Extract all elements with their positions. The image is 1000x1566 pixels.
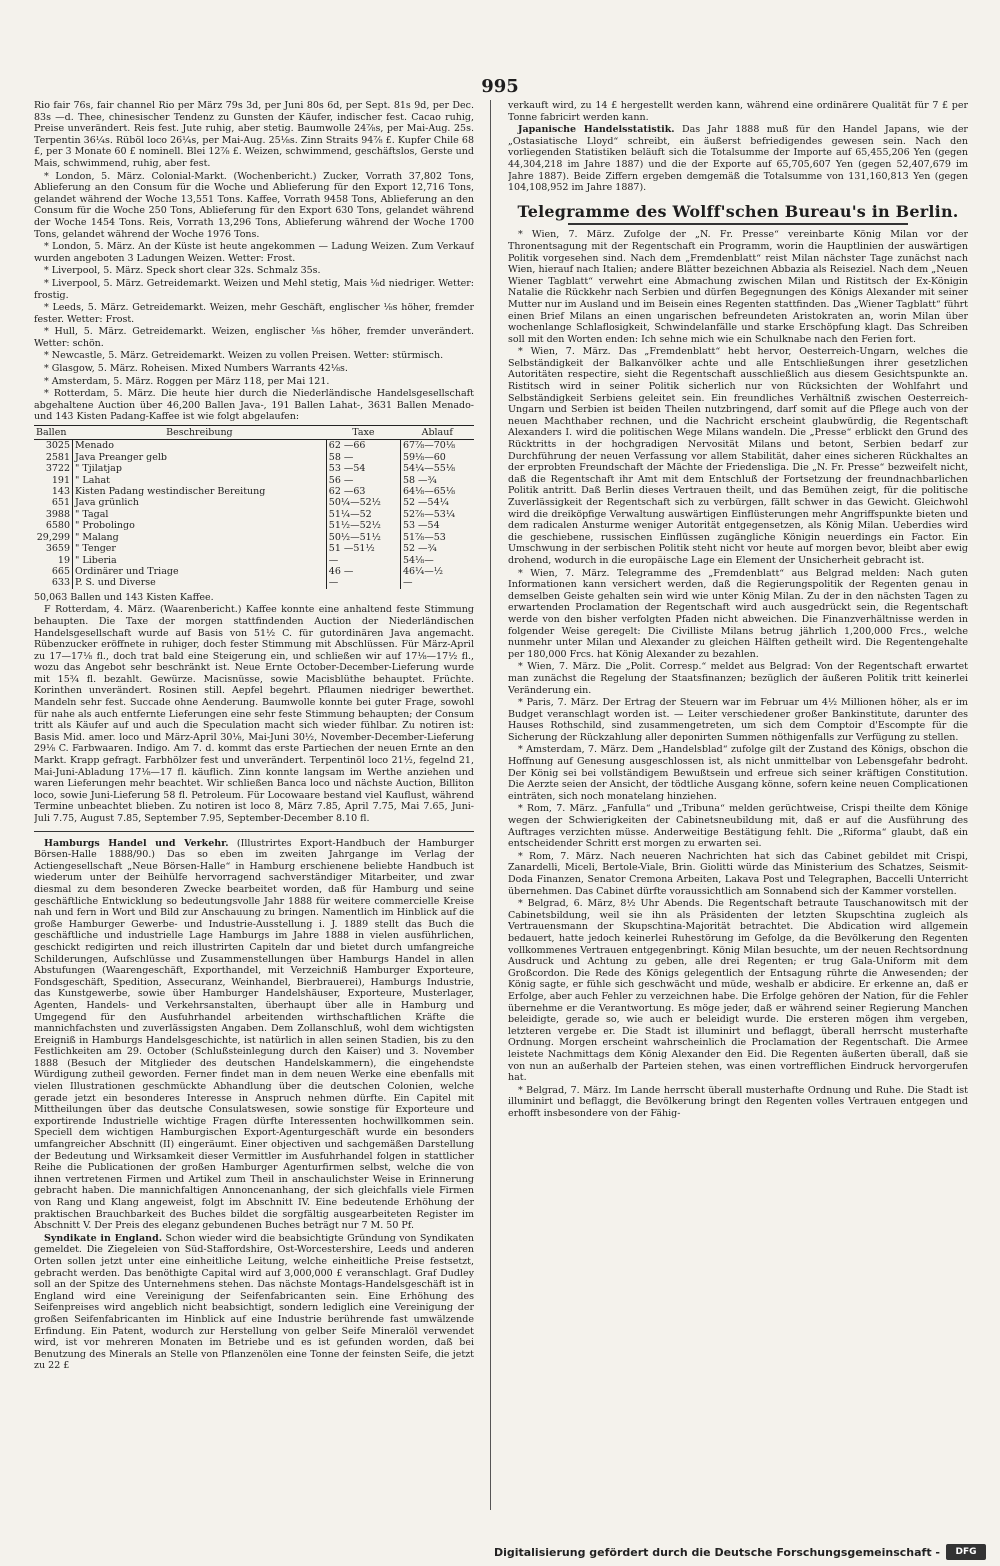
table-header-row xyxy=(34,426,474,440)
table-row xyxy=(34,566,474,577)
article-text: * London, 5. März. An der Küste ist heute angekommen — Ladung Weizen. Zum Verkauf wurden angeboten 3 Ladungen Weizen. Wetter: Frost. xyxy=(34,241,474,264)
table-cell: — xyxy=(326,577,400,588)
table-cell: 67⅞—70⅛ xyxy=(400,440,474,452)
article-text: * Glasgow, 5. März. Roheisen. Mixed Numbers Warrants 42⅛s. xyxy=(44,363,348,375)
table-cell: " Liberia xyxy=(75,554,117,566)
telegram: * Belgrad, 7. März. Im Lande herrscht überall musterhafte Ordnung und Ruhe. Die Stadt ist illuminirt und beflaggt, die Bevölkerung bringt den Regenten volles Vertrauen entgegen und erhofft insbesondere von der Fähig- xyxy=(508,1084,968,1119)
article-text: * Leeds, 5. März. Getreidemarkt. Weizen, mehr Geschäft, englischer ⅛s höher, fremder fester. Wetter: Frost. xyxy=(34,302,474,325)
table-row xyxy=(34,543,474,554)
table-row xyxy=(34,497,474,508)
article-text: verkauft wird, zu 14 £ hergestellt werden kann, während eine ordinärere Qualität für 7 £ per Tonne fabricirt werden kann. xyxy=(508,100,968,123)
article-text: * Amsterdam, 5. März. Roggen per März 118, per Mai 121. xyxy=(44,375,330,387)
table-cell: Java grünlich xyxy=(75,497,139,509)
auction-table xyxy=(34,425,474,589)
table-cell: 58 — xyxy=(326,452,400,463)
table-cell: " Lahat xyxy=(75,474,110,486)
table-row xyxy=(34,463,474,474)
table-cell: 46 — xyxy=(326,566,400,577)
article-text: Schon wieder wird die beabsichtigte Gründung von Syndikaten gemeldet. Die Ziegeleien von Süd-Staffordshire, Ost-Worcestershire, Leeds und anderen Orten sollen jetzt unter eine einheitliche Leitung, welche einheitliche Preise festsetzt, gebracht werden. Das benöthigte Capital wird auf 3,000,000 £ veranschlagt. Graf Dudley soll an der Spitze des Unternehmens stehen. Das nächste Montags-Handelsgeschäft ist in England wird eine Vereinigung der Seifenfabricanten sein. Eine Erhöhung des Seifenpreises wird angeblich nicht beabsichtigt, sondern lediglich eine Vereinigung der großen Seifenfabricanten im Hinblick auf eine Industrie berührende fast umwälzende Erfindung. Ein Patent, wodurch zur Herstellung von gelber Seife Mineralöl verwendet wird, ist vor mehreren Monaten im Betriebe und es ist gefunden worden, daß bei Benutzung des Minerals an Stelle von Pflanzenölen eine Tonne der feinsten Seife, die jetzt zu 22 £ xyxy=(34,1232,474,1372)
table-cell: 51⅞—53 xyxy=(400,532,474,543)
table-cell: 3025 xyxy=(34,440,73,452)
table-row xyxy=(34,440,474,452)
table-cell: 3988 xyxy=(34,509,73,520)
table-header: Ballen xyxy=(34,426,73,440)
table-cell: Menado xyxy=(75,440,114,452)
table-cell: P. S. und Diverse xyxy=(75,577,156,589)
table-cell: 54¼—55⅛ xyxy=(400,463,474,474)
article-text: * Liverpool, 5. März. Getreidemarkt. Weizen und Mehl stetig, Mais ⅛d niedriger. Wetter: frostig. xyxy=(34,277,474,301)
table-cell: 52⅞—53¼ xyxy=(400,509,474,520)
telegram: * Rom, 7. März. „Fanfulla“ und „Tribuna“ melden gerüchtweise, Crispi theilte dem Könige wegen der Schwierigkeiten der Cabinetsneubildung mit, daß er auf die Ausführung des Auftrages verzichten müsse. Anderweitige Bestätigung fehlt. Die „Riforma“ glaubt, daß ein entscheidender Schritt erst morgen zu erwarten sei. xyxy=(508,803,968,850)
table-cell: 53 —54 xyxy=(400,520,474,531)
table-cell: 50¼—52½ xyxy=(326,497,400,508)
article xyxy=(508,124,968,194)
telegram: * Wien, 7. März. Die „Polit. Corresp.“ meldet aus Belgrad: Von der Regentschaft erwartet man zunächst die Regelung der Staatsfinanzen; bezüglich der äußeren Politik tritt keinerlei Veränderung ein. xyxy=(508,661,968,696)
table-cell: " Tenger xyxy=(75,543,116,555)
table-cell: 29,299 xyxy=(34,532,73,543)
article-text: Das Jahr 1888 muß für den Handel Japans, wie der „Ostasiatische Lloyd“ schreibt, ein äußerst befriedigendes gewesen sein. Nach den vorliegenden Statistiken beläuft sich die Totalsumme der Importe auf 65,455,206 Yen (gegen 44,304,218 im Jahre 1887) und die der Exporte auf 65,705,607 Yen (gegen 52,407,679 im Jahre 1887). Beide Ziffern ergeben demgemäß die Totalsumme von 131,160,813 Yen (gegen 104,108,952 im Jahre 1887). xyxy=(508,124,968,194)
telegram: * Amsterdam, 7. März. Dem „Handelsblad“ zufolge gilt der Zustand des Königs, obschon die Hoffnung auf Genesung ausgeschlossen ist, als nicht unmittelbar von Lebensgefahr bedroht. Der König sei bei vollständigem Bewußtsein und erfreue sich seiner kräftigen Constitution. Die Aerzte seien der Ansicht, der tödtliche Ausgang könne, sofern keine neuen Complicationen einträten, sich noch monatelang hinziehen. xyxy=(508,744,968,802)
article-title: Japanische Handelsstatistik. xyxy=(518,124,675,136)
article-title: Syndikate in England. xyxy=(44,1232,163,1244)
table-cell: " Tagal xyxy=(75,508,109,520)
table-cell: 651 xyxy=(34,497,73,508)
article xyxy=(34,1233,474,1372)
table-cell: 59⅛—60 xyxy=(400,452,474,463)
table-cell: 52 —¾ xyxy=(400,543,474,554)
dfg-logo-icon: DFG xyxy=(946,1544,986,1560)
table-cell: Java Preanger gelb xyxy=(75,451,167,463)
telegram: * Belgrad, 6. März, 8½ Uhr Abends. Die Regentschaft betraute Tauschanowitsch mit der Cabinetsbildung, weil sie ihn als Präsidenten der letzten Skupschtina zugleich als Vertrauensmann der Skupschtina-Majorität betrachtet. Die Abdication wird allgemein bedauert, hatte jedoch keinerlei Ruhestörung im Gefolge, da die Bevölkerung den Regenten vollkommenes Vertrauen entgegenbringt. König Milan besuchte, um der neuen Rechtsordnung Ausdruck und Achtung zu geben, alle drei Regenten; er trug Gala-Uniform mit dem Großcordon. Die Rede des Königs gelegentlich der Entsagung rührte die Anwesenden; der König sagte, er fühle sich geschwächt und müde, weshalb er abdicire. Er erkenne an, daß er Erfolge, aber auch Fehler zu verzeichnen habe. Die Erfolge gehören der Nation, für die Fehler übernehme er die Verantwortung. Es möge jeder, daß er während seiner Regierung Manchen beleidigte, gerade so, wie auch er beleidigt wurde. Die ersteren mögen ihm vergeben, letzteren vergebe er. Die Stadt ist illuminirt und beflaggt, überall herrscht musterhafte Ordnung. Morgen erscheint wahrscheinlich die Proclamation der Regentschaft. Die Armee leistete Nachmittags dem König Alexander den Eid. Die Regenten äußerten überall, daß sie von nun an außerhalb der Parteien stehen, was einen vortrefflichen Eindruck hervorgerufen hat. xyxy=(508,898,968,1084)
table-header: Ablauf xyxy=(400,426,474,440)
telegram: * Rom, 7. März. Nach neueren Nachrichten hat sich das Cabinet gebildet mit Crispi, Zanardelli, Miceli, Bertole-Viale, Brin. Giolitti würde das Ministerium des Schatzes, Seismit-Doda Finanzen, Senator Cremona Arbeiten, Lakava Post und Telegraphen, Baccelli Unterricht übernehmen. Das Cabinet dürfte voraussichtlich am Sonnabend sich der Kammer vorstellen. xyxy=(508,850,968,897)
table-cell: Ordinärer und Triage xyxy=(75,565,179,577)
table-row xyxy=(34,452,474,463)
table-cell: 58 —¾ xyxy=(400,475,474,486)
table-cell: — xyxy=(400,577,474,588)
article-text: * Liverpool, 5. März. Speck short clear 32s. Schmalz 35s. xyxy=(44,265,321,277)
table-cell: 3659 xyxy=(34,543,73,554)
article xyxy=(34,838,474,1232)
article-text: * Rotterdam, 5. März. Die heute hier durch die Niederländische Handelsgesellschaft abgehaltene Auction über 46,200 Ballen Java-, 191 Ballen Lahat-, 3631 Ballen Menado- und 143 Kisten Padang-Kaffee ist wie folgt abgelaufen: xyxy=(34,388,474,423)
table-cell: 6580 xyxy=(34,520,73,531)
telegram: * Wien, 7. März. Telegramme des „Fremdenblatt“ aus Belgrad melden: Nach guten Informationen kann versichert werden, daß die Regierungspolitik der Regenten genau in demselben Geiste gehalten sein wird wie unter König Milan. Zu der in den nächsten Tagen zu erwartenden Proclamation der Regentschaft wird auch ausgedrückt sein, die Regentschaft werde von den bisher verfolgten Pfaden nicht abweichen. Die Finanzverhältnisse werden in folgender Weise geregelt: Die Civilliste Milans betrug jährlich 1,200,000 Frcs., welche nunmehr unter Milan und Alexander zu gleichen Hälften getheilt wird. Die Regentengehalte per 180,000 Frcs. hat König Alexander zu bezahlen. xyxy=(508,567,968,660)
table-row xyxy=(34,475,474,486)
article-text: F Rotterdam, 4. März. (Waarenbericht.) Kaffee konnte eine anhaltend feste Stimmung behaupten. Die Taxe der morgen stattfindenden Auction der Niederländischen Handelsgesellschaft wurde auf Basis von 51½ C. für gutordinären Java angemacht. Rübenzucker eröffnete in ruhiger, doch fester Stimmung mit Abschlüssen. Für März-April zu 17—17⅛ fl., doch trat bald eine Steigerung ein, und schließen wir auf 17⅛—17½ fl., wozu das Angebot sehr beschränkt ist. Neue Ernte October-December-Lieferung wurde mit 15¾ fl. bezahlt. Gewürze. Macisnüsse, sowie Macisblüthe behauptet. Früchte. Korinthen unverändert. Rosinen still. Aepfel begehrt. Pflaumen niedriger bewerthet. Mandeln sehr fest. Succade ohne Aenderung. Baumwolle konnte bei guter Frage, sowohl für nahe als auch entfernte Lieferungen eine sehr feste Stimmung behaupten; der Consum tritt als Käufer auf und auch die Speculation macht sich wieder fühlbar. Zu notiren ist: Basis Mid. amer. loco und März-April 30⅛, Mai-Juni 30½, November-December-Lieferung 29⅛ C. Farbwaaren. Indigo. Am 7. d. kommt das erste Partiechen der neuen Ernte an den Markt. Krapp gefragt. Farbhölzer fest und unverändert. Terpentinöl loco 21½, fegelnd 21, Mai-Juni-Abladung 17⅛—17 fl. käuflich. Zinn konnte langsam im Werthe anziehen und waren Lieferungen mehr beachtet. Wir schließen Banca loco und nächste Auction, Billiton loco, sowie Juni-Lieferung 58 fl. Petroleum. Für Locowaare bestand viel Kauflust, während Termine unbeachtet blieben. Zu notiren ist loco 8, März 7.85, April 7.75, Mai 7.65, Juni-Juli 7.75, August 7.85, September 7.95, September-December 8.10 fl. xyxy=(34,604,474,824)
article-text: * Hull, 5. März. Getreidemarkt. Weizen, englischer ⅛s höher, fremder unverändert. Wetter: schön. xyxy=(34,326,474,349)
table-cell: 52 —54¼ xyxy=(400,497,474,508)
section-heading: Telegramme des Wolff'schen Bureau's in Berlin. xyxy=(517,201,959,221)
table-header: Taxe xyxy=(326,426,400,440)
telegram: * Wien, 7. März. Das „Fremdenblatt“ hebt hervor, Oesterreich-Ungarn, welches die Selbständigkeit der Balkanvölker achte und alle Entschließungen ihrer gesetzlichen Autoritäten respectire, sieht die Regentschaft ausschließlich aus diesem Gesichtspunkte an. Ristitsch wird in seiner Politik sicherlich nur von Rücksichten der Wohlfahrt und Selbständigkeit Serbiens geleitet sein. Ein freundliches Verhältniß zwischen Oesterreich-Ungarn und Serbien ist beiden Theilen nutzbringend, darf somit auf die Pflege auch von der neuen Machthaber rechnen, und die Nachricht erscheint glaubwürdig, die Regentschaft Alexanders I. wird die politischen Wege Milans wandeln. Die „Presse“ erblickt den Grund des Rücktritts in der hochgradigen Nervosität Milans und betont, Serbien bedarf zur Durchführung der neuen Verfassung vor allem Stabilität, daher eines sicheren Rückhaltes an der erprobten Freundschaft der Mächte der Friedensliga. Die „N. Fr. Presse“ bezweifelt nicht, daß die Regentschaft ihr Amt mit dem Entschluß der Fortsetzung der freundnachbarlichen Politik antritt. Daß Berlin dieses Vertrauen theilt, und das Bemühen zeigt, für die politische Zuverlässigkeit der Regentschaft sich zu verbürgen, fällt schwer in das Gewicht. Gleichwohl wird die dreiköpfige Verwaltung auswärtigen Einflüsterungen mehr Angriffspunkte bieten und dem radicalen Ansturme weniger Autorität entgegensetzen, als König Milan. Ueberdies wird die geschiebene, russischen Einflüssen zugängliche Königin neuerdings ein Factor. Ein Umschwung in der serbischen Politik steht nicht vor heute auf morgen bevor, bleibt aber ewig drohend, wodurch in die europäische Lage ein Element der Unsicherheit gebracht ist. xyxy=(508,346,968,566)
table-cell: 51 —51½ xyxy=(326,543,400,554)
table-cell: 62 —63 xyxy=(326,486,400,497)
table-cell: 51½—52½ xyxy=(326,520,400,531)
telegram: * Wien, 7. März. Zufolge der „N. Fr. Presse“ vereinbarte König Milan vor der Thronentsagung mit der Regentschaft ein Programm, worin die Hauptlinien der auswärtigen Politik vorgesehen sind. Nach dem „Fremdenblatt“ reist Milan nächster Tage zunächst nach Wien, hierauf nach Italien; andere Blätter bezeichnen Abbazia als Reiseziel. Nach dem „Neuen Wiener Tagblatt“ verwehrt eine Abmachung zwischen Milan und Ristitsch der Ex-Königin Natalie die Rückkehr nach Serbien und dürfen Begegnungen des Königs Alexander mit seiner Mutter nur im Ausland und im Beisein eines Regenten stattfinden. Das „Wiener Tagblatt“ führt einen Brief Milans an einen ungarischen befreundeten Aristokraten an, worin Milan über wochenlange Schlaflosigkeit, Schwindelanfälle und starke Erschöpfung klagt. Das Schreiben soll mit den Worten enden: Ich sehne mich wie ein Schulknabe nach den Ferien fort. xyxy=(508,229,968,345)
right-column xyxy=(508,100,968,1520)
telegram: * Paris, 7. März. Der Ertrag der Steuern war im Februar um 4½ Millionen höher, als er im Budget veranschlagt worden ist. — Leiter verschiedener großer Bankinstitute, darunter des Hauses Rothschild, sind zusammengetreten, um sich dem Comptoir d'Escompte für die Sicherung der Rückzahlung aller deponirten Summen nöthigenfalls zur Verfügung zu stellen. xyxy=(508,697,968,743)
table-cell: 54⅛— xyxy=(400,555,474,566)
article-text: * London, 5. März. Colonial-Markt. (Wochenbericht.) Zucker, Vorrath 37,802 Tons, Ablieferung an den Consum für die Woche und Ablieferung für den Export 12,716 Tons, gelandet während der Woche 13,551 Tons. Kaffee, Vorrath 9458 Tons, Ablieferung an den Consum für die Woche 250 Tons, Ablieferung für den Export 630 Tons, gelandet während der Woche 1454 Tons. Reis, Vorrath 13,296 Tons, Ablieferung während der Woche 1700 Tons, gelandet während der Woche 1976 Tons. xyxy=(34,170,474,240)
table-cell: 56 — xyxy=(326,475,400,486)
table-cell: 665 xyxy=(34,566,73,577)
table-cell: 633 xyxy=(34,577,73,588)
article-text: (Illustrirtes Export-Handbuch der Hamburger Börsen-Halle 1888/90.) Das so eben im zweiten Jahrgange im Verlag der Actiengesellschaft „Neue Börsen-Halle“ in Hamburg erschienene beliebte Handbuch ist wiederum unter der Beihülfe hervorragend sachverständiger Mitarbeiter, und zwar diesmal zu dem besonderen Zwecke bearbeitet worden, daß für Hamburg und seine geschäftliche Entwicklung so bedeutungsvolle Jahr 1888 für weitere commercielle Kreise nah und fern in Wort und Bild zur Anschauung zu bringen. Namentlich im Hinblick auf die große Hamburger Gewerbe- und Industrie-Ausstellung i. J. 1889 stellt das Buch die geschäftliche und industrielle Lage Hamburgs im Jahre 1888 in vielen ausführlichen, geschickt redigirten und reich illustrirten Capiteln dar und bietet durch umfangreiche Schilderungen, Aufschlüsse und Zusammenstellungen über Hamburgs Handel in allen Abstufungen (Waarengeschäft, Exporthandel, mit Verzeichniß Hamburger Exporteure, Fondsgeschäft, Spedition, Assecuranz, Weinhandel, Bierbrauerei), Hamburgs Industrie, das Kunstgewerbe, sowie über Hamburger Handelshäuser, Exporteure, Musterlager, Agenten, Handels- und Verkehrsanstalten, überhaupt über alle in Hamburg und Umgegend für den Ausfuhrhandel arbeitenden wirthschaftlichen Kräfte die mannichfachsten und zuverlässigsten Angaben. Dem Zollanschluß, wohl dem wichtigsten Ereigniß in Hamburgs Handelsgeschichte, ist natürlich in allen seinen Stadien, bis zu den Festlichkeiten am 29. October (Schlußsteinlegung durch den Kaiser) und 3. November 1888 (Besuch der Mitglieder des deutschen Handelskammern), die eingehendste Würdigung zutheil geworden. Ferner findet man in dem neuen Werke eine ebenfalls mit vielen Illustrationen geschmückte Abhandlung über die deutschen Colonien, welche gerade jetzt ein besonderes Interesse in Anspruch nehmen dürfte. Ein Capitel mit Mittheilungen über das deutsche Consulatswesen, sowie sonstige für Exporteure und exportirende Industrielle wichtige Fragen dürfte Interessenten hochwillkommen sein. Speciell dem wichtigen Hamburgischen Export-Agenturgeschäft wurde ein besonders umfangreicher Abschnitt (II) eingeräumt. Einer objectiven und sachgemäßen Darstellung der Bedeutung und Wirksamkeit dieser Vermittler im Ausfuhrhandel folgen in stattlicher Reihe die Publicationen der großen Hamburger Agenturfirmen selbst, welche die von ihnen vertretenen Firmen und Artikel zum Theil in anschaulichster Weise in Erinnerung gebracht haben. Die mannichfaltigen Annoncenanhang, der sich gleichfalls viele Firmen von Rang und Klang angeweist, folgt im Abschnitt IV. Eine bedeutende Erhöhung der praktischen Brauchbarkeit des Buches bildet die sorgfältig ausgearbeiteten Register im Abschnitt V. Der Preis des eleganz gebundenen Buches beträgt nur 7 M. 50 Pf. xyxy=(34,837,474,1232)
auction-table-body xyxy=(34,440,474,589)
table-total: 50,063 Ballen und 143 Kisten Kaffee. xyxy=(34,591,214,603)
table-cell: 50½—51½ xyxy=(326,532,400,543)
left-column xyxy=(34,100,474,1520)
table-cell: — xyxy=(326,555,400,566)
table-cell: 53 —54 xyxy=(326,463,400,474)
table-cell: 51¼—52 xyxy=(326,509,400,520)
table-header: Beschreibung xyxy=(73,426,327,440)
table-cell: 2581 xyxy=(34,452,73,463)
table-cell: " Probolingo xyxy=(75,520,135,532)
article-text: * Newcastle, 5. März. Getreidemarkt. Weizen zu vollen Preisen. Wetter: stürmisch. xyxy=(44,350,444,362)
table-cell: 191 xyxy=(34,475,73,486)
table-cell: " Tjilatjap xyxy=(75,463,122,475)
table-cell: 19 xyxy=(34,555,73,566)
table-row xyxy=(34,509,474,520)
article-text: Rio fair 76s, fair channel Rio per März 79s 3d, per Juni 80s 6d, per Sept. 81s 9d, per Dec. 83s —d. Thee, chinesischer Tendenz zu Gunsten der Käufer, indischer fest. Cacao ruhig, Preise unverändert. Reis fest. Jute ruhig, aber stetig. Baumwolle 24⅞s, per Mai-Aug. 25s. Terpentin 36¼s. Rüböl loco 26¼s, per Mai-Aug. 25⅛s. Zinn Straits 94⅞ £. Kupfer Chile 68 £, per 3 Monate 60 £ nominell. Blei 12⅞ £. Weizen, schwimmend, geschäftslos, Gerste und Mais, schwimmend, ruhig, aber fest. xyxy=(34,100,474,169)
table-cell: 64⅛—65⅛ xyxy=(400,486,474,497)
column-rule xyxy=(490,100,491,1510)
table-row xyxy=(34,577,474,588)
table-cell: Kisten Padang westindischer Bereitung xyxy=(75,486,266,498)
table-cell: 62 —66 xyxy=(326,440,400,452)
footer xyxy=(0,1540,1000,1566)
table-row xyxy=(34,486,474,497)
table-cell: " Malang xyxy=(75,531,119,543)
table-cell: 143 xyxy=(34,486,73,497)
table-cell: 46¼—½ xyxy=(400,566,474,577)
divider xyxy=(568,223,908,225)
table-row xyxy=(34,532,474,543)
page-number: 995 xyxy=(481,76,519,97)
divider xyxy=(34,831,474,832)
table-row xyxy=(34,555,474,566)
table-cell: 3722 xyxy=(34,463,73,474)
footer-text: Digitalisierung gefördert durch die Deutsche Forschungsgemeinschaft - xyxy=(493,1546,940,1559)
article-title: Hamburgs Handel und Verkehr. xyxy=(44,837,229,849)
table-row xyxy=(34,520,474,531)
